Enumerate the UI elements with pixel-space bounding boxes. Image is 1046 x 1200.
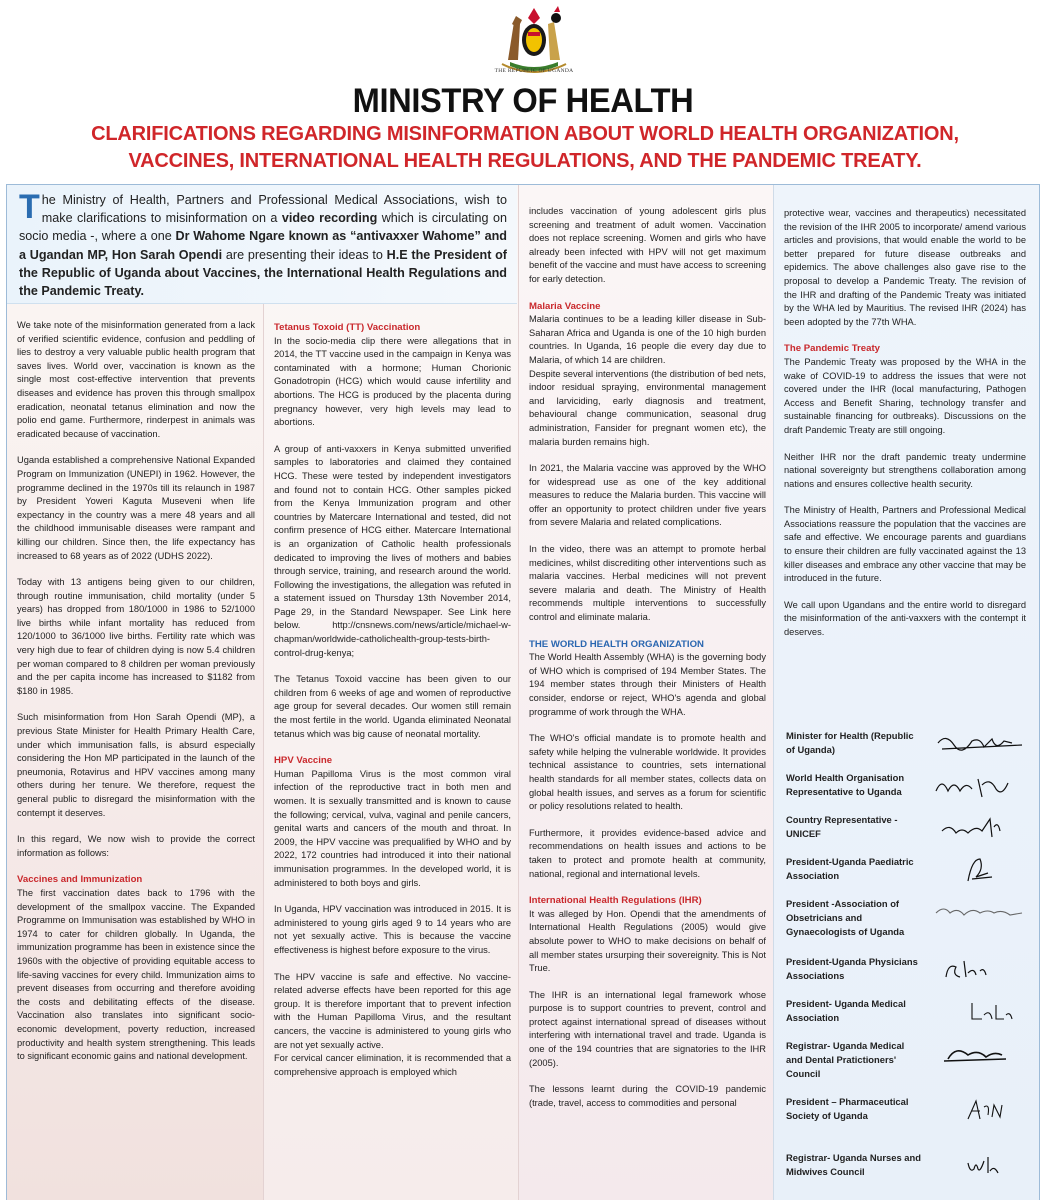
signature — [932, 897, 1028, 927]
column-4 — [773, 185, 1040, 1200]
paragraph: Today with 13 antigens being given to our children, through routine immunisation, child mortality (under 5 years) has dropped from 180/1000 in 1986 to 52/1000 live births while infant mortality has reduced from 120/1000 to 36/1000 live births. Fertility rate which was very high due to fear of children dying is now 5.4 children per woman compared to 8 children per woman previously and the per capita income has increased to $1182 from $180 in 1985. — [17, 577, 255, 696]
paragraph: Furthermore, it provides evidence-based advice and recommendations on health issues and actions to be taken to protect and promote health at community, national, regional and international levels. — [529, 827, 766, 879]
paragraph: The Pandemic Treaty was proposed by the WHA in the wake of COVID-19 to address the issues that were not covered under the IHR (local manufacturing, Pathogen Access and Benefit Sharing, technology transfer and sustainable financing for outbreaks). Discussions on the draft Pandemic Treaty are still ongoing. — [784, 356, 1026, 435]
signature — [932, 771, 1028, 801]
signature — [932, 813, 1028, 843]
section-heading-malaria: Malaria Vaccine — [529, 300, 601, 312]
paragraph: The Ministry of Health, Partners and Professional Medical Associations reassure the population that the vaccines are safe and effective. We encourage parents and guardians to ensure their children are fully vaccinated against the 13 killer diseases and embrace any other vaccine that may be introduced in the future. — [784, 505, 1026, 584]
signatory-title: President – Pharmaceutical Society of Uganda — [786, 1096, 909, 1121]
signatory-title: World Health Organisation Representative to Uganda — [786, 772, 905, 797]
paragraph: In Uganda, HPV vaccination was introduced in 2015. It is administered to young girls aged 9 to 14 years who are not yet sexually active. This is because the vaccine effectiveness is highest before exposure to the virus. — [274, 904, 511, 955]
signature — [932, 997, 1028, 1027]
column-1 — [7, 185, 263, 1200]
paragraph: The World Health Assembly (WHA) is the governing body of WHO which is comprised of 194 Member States. The 194 member states through their Ministers of Health consider, endorse or reject, WHO's agenda and global programme of work through the WHA. — [529, 652, 766, 717]
paragraph: We take note of the misinformation generated from a lack of verified scientific evidence, confusion and peddling of lies to destroy a very valuable public health program that saves lives. World over, vaccination is known as the single most cost-effective intervention that prevents diseases and evidence has proven this through smallpox eradication, neonatal tetanus elimination and now the polio end game. Furthermore, rinderpest in animals was eradicated because of vaccination. — [17, 320, 255, 439]
signature — [932, 855, 1028, 885]
paragraph: includes vaccination of young adolescent girls plus screening and treatment of adult women. Vaccination does not replace screening. Women and girls who have already been infected with HPV will not get maximum benefit of the vaccine and must have access to screening for early detection. — [529, 206, 766, 284]
paragraph: The HPV vaccine is safe and effective. No vaccine-related adverse effects have been reported for this age group. It is therefore important that to prevent infection with the Human Papilloma Virus, and the resultant cancers, the vaccine is administered to young girls who are not yet sexually active. — [274, 971, 511, 1050]
section-heading-pandemic-treaty: The Pandemic Treaty — [784, 343, 880, 355]
signatory-title: President-Uganda Paediatric Association — [786, 856, 914, 881]
column-3 — [518, 185, 774, 1200]
paragraph: The Tetanus Toxoid vaccine has been given to our children from 6 weeks of age and women of reproductive age group for several decades. Our women still remain the most fertile in the world. Uganda eliminated Neonatal tetanus which was big cause of neonatal mortality. — [274, 674, 511, 739]
intro-text-2: which is circulating on socio media -, where a one — [19, 211, 507, 244]
column-2 — [263, 185, 519, 1200]
paragraph: Such misinformation from Hon Sarah Opendi (MP), a previous State Minister for Health Primary Health Care, under which immunisation falls, is absurd especially considering the Hon MP participated in the launch of the pneumonia, Rotavirus and HPV vaccines among many others during her tenure. We therefore, request the general public to disregard the misinformation with the contempt it deserves. — [17, 712, 255, 818]
intro-bold-1: video recording — [281, 211, 378, 226]
subtitle-line-1: CLARIFICATIONS REGARDING MISINFORMATION ABOUT WORLD HEALTH ORGANIZATION, — [91, 123, 959, 145]
signatory-title: Registrar- Uganda Nurses and Midwives Council — [786, 1152, 921, 1177]
signatory-title: President-Uganda Physicians Associations — [786, 956, 918, 981]
crest-caption: THE REPUBLIC OF UGANDA — [494, 68, 574, 74]
article-board — [6, 184, 1040, 1200]
section-heading-hpv: HPV Vaccine — [274, 755, 333, 767]
signatory-title: Country Representative - UNICEF — [786, 814, 898, 839]
section-heading-who: THE WORLD HEALTH ORGANIZATION — [529, 638, 704, 650]
signatory-title: Registrar- Uganda Medical and Dental Pratictioners' Council — [786, 1040, 905, 1079]
paragraph: A group of anti-vaxxers in Kenya submitted unverified samples to laboratories and claimed they contained HCG. These were tested by independent investigators and found not to contain HCG. Other samples picked from the Kenya Immunization program and other countries by Matercare International and tested, did not confirm presence of HCG either. Matercare International is an organization of Catholic health professionals dedicated to improving the lives of mothers and babies through service, training, and research around the world. Following the investigations, the allegation was refuted in a statement issued on Thursday 13th November 2014, Page 29, in the Standard Newspaper. See Link here below. http://cnsnews.com/news/article/michael-w-chapman/worldwide-catholichealth-group-tests-birth-control-drug-kenya; — [274, 443, 511, 658]
paragraph: The first vaccination dates back to 1796 with the development of the smallpox vaccine. The Expanded Programme on Immunisation was established by WHO in 1974 to cater for children globally. In Uganda, the immunization programme has been in existence since the 1960s with the objective of providing equitable access to life-saving vaccines for every child. Immunization aims to prevent diseases from occurring and therefore avoiding the costs and debilitating effects of the disease. Vaccination also translates into significant socio-economic development, poverty reduction, increased productivity and health system strengthening. This leads to significant economic gains and national development. — [17, 887, 255, 1062]
signatory-title: President -Association of Obsetricians and Gynaecologists of Uganda — [786, 898, 905, 937]
intro-text — [7, 185, 517, 300]
paragraph: Neither IHR nor the draft pandemic treaty undermine national sovereignty but strengthens collaboration among nations and ensures collective health security. — [784, 451, 1026, 489]
paragraph: Human Papilloma Virus is the most common viral infection of the reproductive tract in both men and women. It is sexually transmitted and is known to cause the following; cervical, vulva, vaginal and penile cancers, genital warts and cancers of the mouth and throat. In 2009, the HPV vaccine was prequalified by WHO and by 2022, 172 countries had introduced it into their national immunisation programmes. In the developed world, it is administered to both boys and girls. — [274, 768, 511, 888]
paragraph: The lessons learnt during the COVID-19 pandemic (trade, travel, access to commodities and personal — [529, 1084, 766, 1108]
signatory-title: Minister for Health (Republic of Uganda) — [786, 730, 914, 755]
paragraph: We call upon Ugandans and the entire world to disregard the misinformation of the anti-vaxxers with the contempt it deserves. — [784, 599, 1026, 638]
intro-text-3: are presenting their ideas to — [222, 247, 387, 262]
paragraph: Uganda established a comprehensive National Expanded Program on Immunization (UNEPI) in 1962. However, the programme declined in the 1970s till its relaunch in 1987 by President Yoweri Kaguta Museveni when life expectancy in the country was a mere 48 years and all the childhood immunisable diseases were rampant and killing our children. Since then, the life expectancy has increased to 68 years as of 2022 (UDHS 2022). — [17, 455, 255, 561]
paragraph: Despite several interventions (the distribution of bed nets, indoor residual spraying, environmental management and larviciding, early diagnosis and treatment, behavioural change communication, seasonal drug administration, Fansider for pregnant women etc), the malaria burden remains high. — [529, 368, 766, 447]
coat-of-arms-icon — [488, 2, 580, 76]
signature — [932, 955, 1028, 985]
paragraph: In the video, there was an attempt to promote herbal medicines, whilst discrediting other interventions such as malaria vaccines. Herbal medicines will not prevent severe malaria and death. The Ministry of Health recommends multiple interventions to successfully control and eliminate malaria. — [529, 544, 766, 623]
paragraph: It was alleged by Hon. Opendi that the amendments of International Health Regulations (2005) would give absolute power to WHO to make decisions on behalf of all member states ursurping their sovereignity. This is Not True. — [529, 908, 766, 974]
paragraph: In the socio-media clip there were allegations that in 2014, the TT vaccine used in the campaign in Kenya was contaminated with a hormone; Human Chorionic Gonadotropin (HCG) which would cause infertility and abortions. The HCG is produced by the placenta during pregnancy however, very high levels may lead to abortions. — [274, 335, 511, 428]
paragraph: In 2021, the Malaria vaccine was approved by the WHO for widespread use as one of the key additional measures to reduce the Malaria burden. This vaccine will offer an opportunity to protect children under five years from severe Malaria and related complications. — [529, 463, 766, 528]
signature — [932, 1095, 1028, 1125]
page-title: MINISTRY OF HEALTH — [352, 82, 694, 120]
paragraph: protective wear, vaccines and therapeutics) necessitated the revision of the IHR 2005 to incorporate/ amend various articles and provisions, that would enable the world to be better prepared for future disease outbreaks and epidemics. The above challenges also gave rise to the proposal to develop a Pandemic Treaty. The revision of the IHR and drafting of the Pandemic Treaty was initiated by the WHA led by Mauritius. The revised IHR (2024) has been adopted by the 77th WHA. — [784, 208, 1026, 327]
paragraph: The IHR is an international legal framework whose purpose is to support countries to prevent, control and protect against international spread of diseases without interfering with international travel and trade. Uganda is one of the 194 countries that are signatories to the IHR (2005). — [529, 989, 766, 1068]
section-heading-tetanus: Tetanus Toxoid (TT) Vaccination — [274, 322, 421, 333]
paragraph: Malaria continues to be a leading killer disease in Sub-Saharan Africa and Uganda is one of the 10 high burden countries. In Uganda, 16 people die every day due to Malaria, of which 14 are children. — [529, 314, 766, 365]
signature — [932, 1039, 1028, 1069]
page-subtitle — [60, 121, 990, 175]
signature — [932, 729, 1028, 759]
drop-cap: T — [19, 188, 40, 226]
signature — [932, 1151, 1028, 1181]
intro-text-1: he Ministry of Health, Partners and Professional Medical Associations, wish to make clarifications to misinformation on a — [41, 193, 507, 226]
paragraph: For cervical cancer elimination, it is recommended that a comprehensive approach is employed which — [274, 1053, 511, 1077]
section-heading-vaccines: Vaccines and Immunization — [17, 874, 143, 886]
section-heading-ihr: International Health Regulations (IHR) — [529, 895, 702, 907]
intro-panel — [7, 185, 517, 304]
intro-bold-2: Dr Wahome Ngare known as “antivaxxer Wahome” and a Ugandan MP, Hon Sarah Opendi — [19, 229, 507, 262]
intro-bold-3: H.E the President of the Republic of Uganda about Vaccines, the International Health Regulations and the Pandemic Treaty. — [19, 247, 508, 299]
paragraph: In this regard, We now wish to provide the correct information as follows: — [17, 834, 255, 858]
subtitle-line-2: VACCINES, INTERNATIONAL HEALTH REGULATIONS, AND THE PANDEMIC TREATY. — [128, 150, 922, 172]
signatory-title: President- Uganda Medical Association — [786, 998, 906, 1023]
paragraph: The WHO's official mandate is to promote health and safety while helping the vulnerable worldwide. It provides technical assistance to countries, sets international health standards for all member states, collects data on global health issues, and serves as a forum for scientific or policy resolutions related to health. — [529, 733, 766, 812]
